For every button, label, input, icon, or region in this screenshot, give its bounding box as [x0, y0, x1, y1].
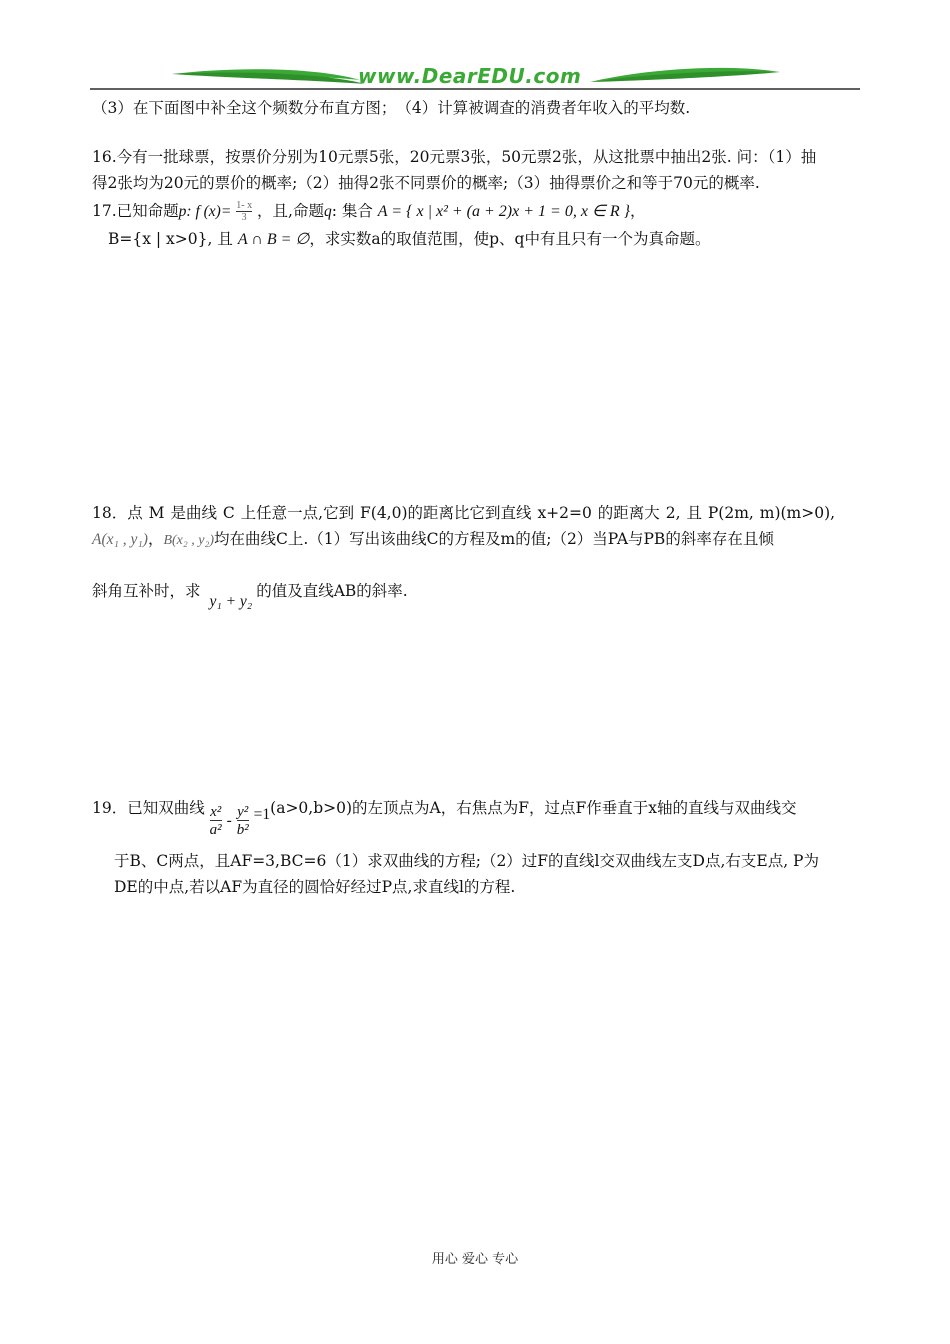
q17-condition: A ∩ B = ∅	[237, 231, 310, 248]
q17-q: q	[323, 203, 332, 220]
q17-set-label: : 集合	[331, 202, 373, 220]
q18-line2-rest: 均在曲线C上.（1）写出该曲线C的方程及m的值;（2）当PA与PB的斜率存在且倾	[214, 530, 774, 548]
q19-line1	[92, 788, 797, 838]
q17-prefix: 17.已知命题	[92, 202, 179, 220]
q17-f-expr: : f (x)=	[186, 203, 232, 220]
q17-line2	[108, 228, 710, 251]
q19-frac-y-num: y²	[237, 803, 249, 820]
q19-frac-x-num: x²	[210, 803, 222, 820]
q18-sum-expr: y₁ + y₂	[209, 593, 253, 610]
q17-requirement: ，求实数a的取值范围，使p、q中有且只有一个为真命题。	[309, 230, 711, 248]
q18-line1: 18．点 M 是曲线 C 上任意一点,它到 F(4,0)的距离比它到直线 x+2=0 的距离大 2, 且 P(2m, m)(m>0),	[92, 504, 836, 522]
q19-line3: DE的中点,若以AF为直径的圆恰好经过P点,求直线l的方程.	[114, 878, 516, 896]
q19-rest1: (a>0,b>0)的左顶点为A，右焦点为F，过点F作垂直于x轴的直线与双曲线交	[270, 799, 797, 817]
q17-frac-den: 3	[236, 211, 252, 224]
q19-line2: 于B、C两点，且AF=3,BC=6（1）求双曲线的方程;（2）过F的直线l交双曲线左支D点,右支E点, P为	[114, 852, 819, 870]
q19-prefix: 19．已知双曲线	[92, 799, 205, 817]
q19-frac-x-den: a²	[209, 821, 222, 838]
q17-b-def: B={x | x>0}, 且	[108, 230, 233, 248]
q17-line1	[92, 200, 646, 224]
q19-frac-y	[237, 804, 249, 839]
q19-frac-x	[210, 804, 222, 839]
q19-minus: -	[226, 812, 232, 829]
q17-p: p	[178, 203, 187, 220]
logo-text: www.DearEDU.com	[358, 64, 582, 88]
q17-fraction	[236, 200, 252, 224]
q17-set-expr: A = { x | x² + (a + 2)x + 1 = 0, x ∈ R }	[377, 203, 631, 220]
q15-parts: （3）在下面图中补全这个频数分布直方图； （4）计算被调查的消费者年收入的平均数.	[92, 99, 691, 117]
q17-mid: ，且,命题	[257, 202, 324, 220]
q18-line2: A(x₁ , y₁)，B(x₂ , y₂)均在曲线C上.（1）写出该曲线C的方程及m的值;（2）当PA与PB的斜率存在且倾	[92, 530, 774, 548]
q17-tail: ，	[630, 202, 646, 220]
q18-point-a: A(x₁ , y₁)	[92, 531, 148, 548]
q18-line3-rest: 的值及直线AB的斜率.	[256, 582, 408, 600]
q17-frac-num: 1- x	[236, 200, 253, 211]
q18-line3-prefix: 斜角互补时，求	[92, 582, 201, 600]
q18-line3	[92, 580, 408, 610]
header-logo	[90, 60, 860, 94]
q16-line1: 16.今有一批球票，按票价分别为10元票5张，20元票3张，50元票2张，从这批票中抽出2张. 问：（1）抽	[92, 148, 817, 166]
q19-eq: =1	[253, 806, 271, 823]
page-footer: 用心 爱心 专心	[431, 1252, 519, 1267]
q19-frac-y-den: b²	[236, 821, 249, 838]
q18-point-b: B(x₂ , y₂)	[163, 533, 215, 548]
q16-line2: 得2张均为20元的票价的概率;（2）抽得2张不同票价的概率;（3）抽得票价之和等于70元的概率.	[92, 174, 760, 192]
